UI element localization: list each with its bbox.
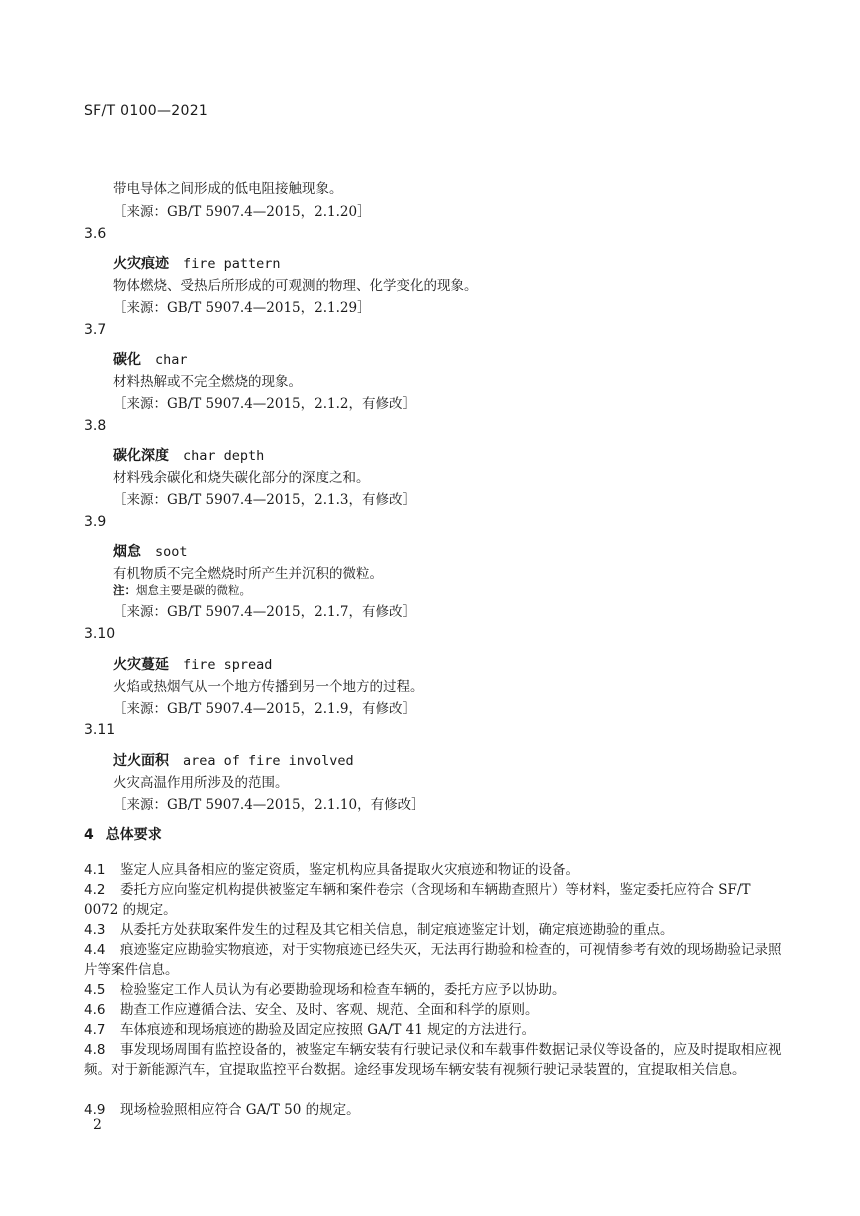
continuation-source: ［来源：GB/T 5907.4—2015，2.1.20］ bbox=[113, 204, 371, 220]
term-source: ［来源：GB/T 5907.4—2015，2.1.7，有修改］ bbox=[113, 604, 416, 620]
term-title bbox=[113, 654, 272, 674]
term-english: area of fire involved bbox=[183, 753, 354, 769]
term-title bbox=[113, 541, 188, 561]
term-chinese: 烟怠 bbox=[113, 544, 141, 560]
requirement-text: 勘查工作应遵循合法、安全、及时、客观、规范、全面和科学的原则。 bbox=[120, 1002, 539, 1018]
term-definition: 火焰或热烟气从一个地方传播到另一个地方的过程。 bbox=[113, 679, 424, 695]
term-definition: 物体燃烧、受热后所形成的可观测的物理、化学变化的现象。 bbox=[113, 278, 478, 294]
term-definition: 有机物质不完全燃烧时所产生并沉积的微粒。 bbox=[113, 566, 383, 582]
term-number: 3.8 bbox=[84, 418, 107, 434]
term-chinese: 火灾痕迹 bbox=[113, 256, 169, 272]
requirement-text: 事发现场周围有监控设备的，被鉴定车辆安装有行驶记录仪和车载事件数据记录仪等设备的，应及时提取相应视频。对于新能源汽车，宜提取监控平台数据。途经事发现场车辆安装有视频行驶记录装置的，宜提取相关信息。 bbox=[84, 1042, 782, 1078]
term-number: 3.7 bbox=[84, 322, 107, 338]
term-chinese: 过火面积 bbox=[113, 753, 169, 769]
term-source: ［来源：GB/T 5907.4—2015，2.1.2，有修改］ bbox=[113, 396, 416, 412]
term-source: ［来源：GB/T 5907.4—2015，2.1.9，有修改］ bbox=[113, 701, 416, 717]
requirement-text: 痕迹鉴定应勘验实物痕迹，对于实物痕迹已经失灭，无法再行勘验和检查的，可视情参考有效的现场勘验记录照片等案件信息。 bbox=[84, 942, 782, 978]
requirement-item bbox=[84, 940, 784, 980]
term-english: char bbox=[155, 352, 188, 368]
term-source: ［来源：GB/T 5907.4—2015，2.1.10，有修改］ bbox=[113, 797, 425, 813]
term-title bbox=[113, 750, 354, 770]
note-text: 烟怠主要是碳的微粒。 bbox=[136, 583, 251, 597]
term-number: 3.9 bbox=[84, 514, 107, 530]
term-chinese: 火灾蔓延 bbox=[113, 657, 169, 673]
term-number: 3.10 bbox=[84, 626, 116, 642]
term-definition: 材料残余碳化和烧失碳化部分的深度之和。 bbox=[113, 470, 370, 486]
term-definition: 材料热解或不完全燃烧的现象。 bbox=[113, 374, 302, 390]
requirement-number: 4.8 bbox=[84, 1042, 106, 1058]
requirement-item bbox=[84, 880, 784, 920]
term-title bbox=[113, 253, 281, 273]
requirement-item bbox=[84, 980, 784, 1000]
requirement-number: 4.1 bbox=[84, 862, 106, 878]
requirement-item bbox=[84, 860, 784, 880]
term-title bbox=[113, 445, 264, 465]
requirement-item bbox=[84, 1000, 784, 1020]
term-english: fire spread bbox=[183, 657, 273, 673]
requirement-number: 4.3 bbox=[84, 922, 106, 938]
section-number: 4 bbox=[84, 827, 94, 843]
term-chinese: 碳化 bbox=[113, 352, 141, 368]
term-number: 3.6 bbox=[84, 226, 107, 242]
requirement-text: 检验鉴定工作人员认为有必要勘验现场和检查车辆的，委托方应予以协助。 bbox=[120, 982, 566, 998]
requirement-number: 4.4 bbox=[84, 942, 106, 958]
term-chinese: 碳化深度 bbox=[113, 448, 169, 464]
requirement-text: 委托方应向鉴定机构提供被鉴定车辆和案件卷宗（含现场和车辆勘查照片）等材料，鉴定委托应符合 SF/T 0072 的规定。 bbox=[84, 882, 751, 918]
term-source: ［来源：GB/T 5907.4—2015，2.1.3，有修改］ bbox=[113, 492, 416, 508]
term-number: 3.11 bbox=[84, 722, 116, 738]
continuation-text: 带电导体之间形成的低电阻接触现象。 bbox=[113, 181, 343, 197]
term-title bbox=[113, 349, 188, 369]
note-label: 注： bbox=[113, 583, 136, 597]
requirement-number: 4.5 bbox=[84, 982, 106, 998]
requirement-text: 现场检验照相应符合 GA/T 50 的规定。 bbox=[120, 1102, 360, 1118]
term-english: fire pattern bbox=[183, 256, 281, 272]
requirement-item bbox=[84, 1020, 784, 1040]
term-english: soot bbox=[155, 544, 188, 560]
requirement-item bbox=[84, 920, 784, 940]
requirement-number: 4.2 bbox=[84, 882, 106, 898]
term-source: ［来源：GB/T 5907.4—2015，2.1.29］ bbox=[113, 300, 371, 316]
term-note bbox=[113, 582, 251, 598]
page-number: 2 bbox=[93, 1117, 102, 1133]
section-heading bbox=[84, 824, 162, 844]
requirement-number: 4.7 bbox=[84, 1022, 106, 1038]
requirement-text: 鉴定人应具备相应的鉴定资质，鉴定机构应具备提取火灾痕迹和物证的设备。 bbox=[120, 862, 579, 878]
requirement-number: 4.6 bbox=[84, 1002, 106, 1018]
section-title: 总体要求 bbox=[105, 827, 162, 843]
document-code-header: SF/T 0100—2021 bbox=[84, 103, 209, 119]
requirement-item bbox=[84, 1100, 784, 1120]
term-definition: 火灾高温作用所涉及的范围。 bbox=[113, 775, 289, 791]
requirement-text: 从委托方处获取案件发生的过程及其它相关信息，制定痕迹鉴定计划，确定痕迹勘验的重点。 bbox=[120, 922, 674, 938]
term-english: char depth bbox=[183, 448, 265, 464]
requirement-item bbox=[84, 1040, 784, 1080]
requirement-text: 车体痕迹和现场痕迹的勘验及固定应按照 GA/T 41 规定的方法进行。 bbox=[120, 1022, 536, 1038]
requirement-number: 4.9 bbox=[84, 1102, 106, 1118]
